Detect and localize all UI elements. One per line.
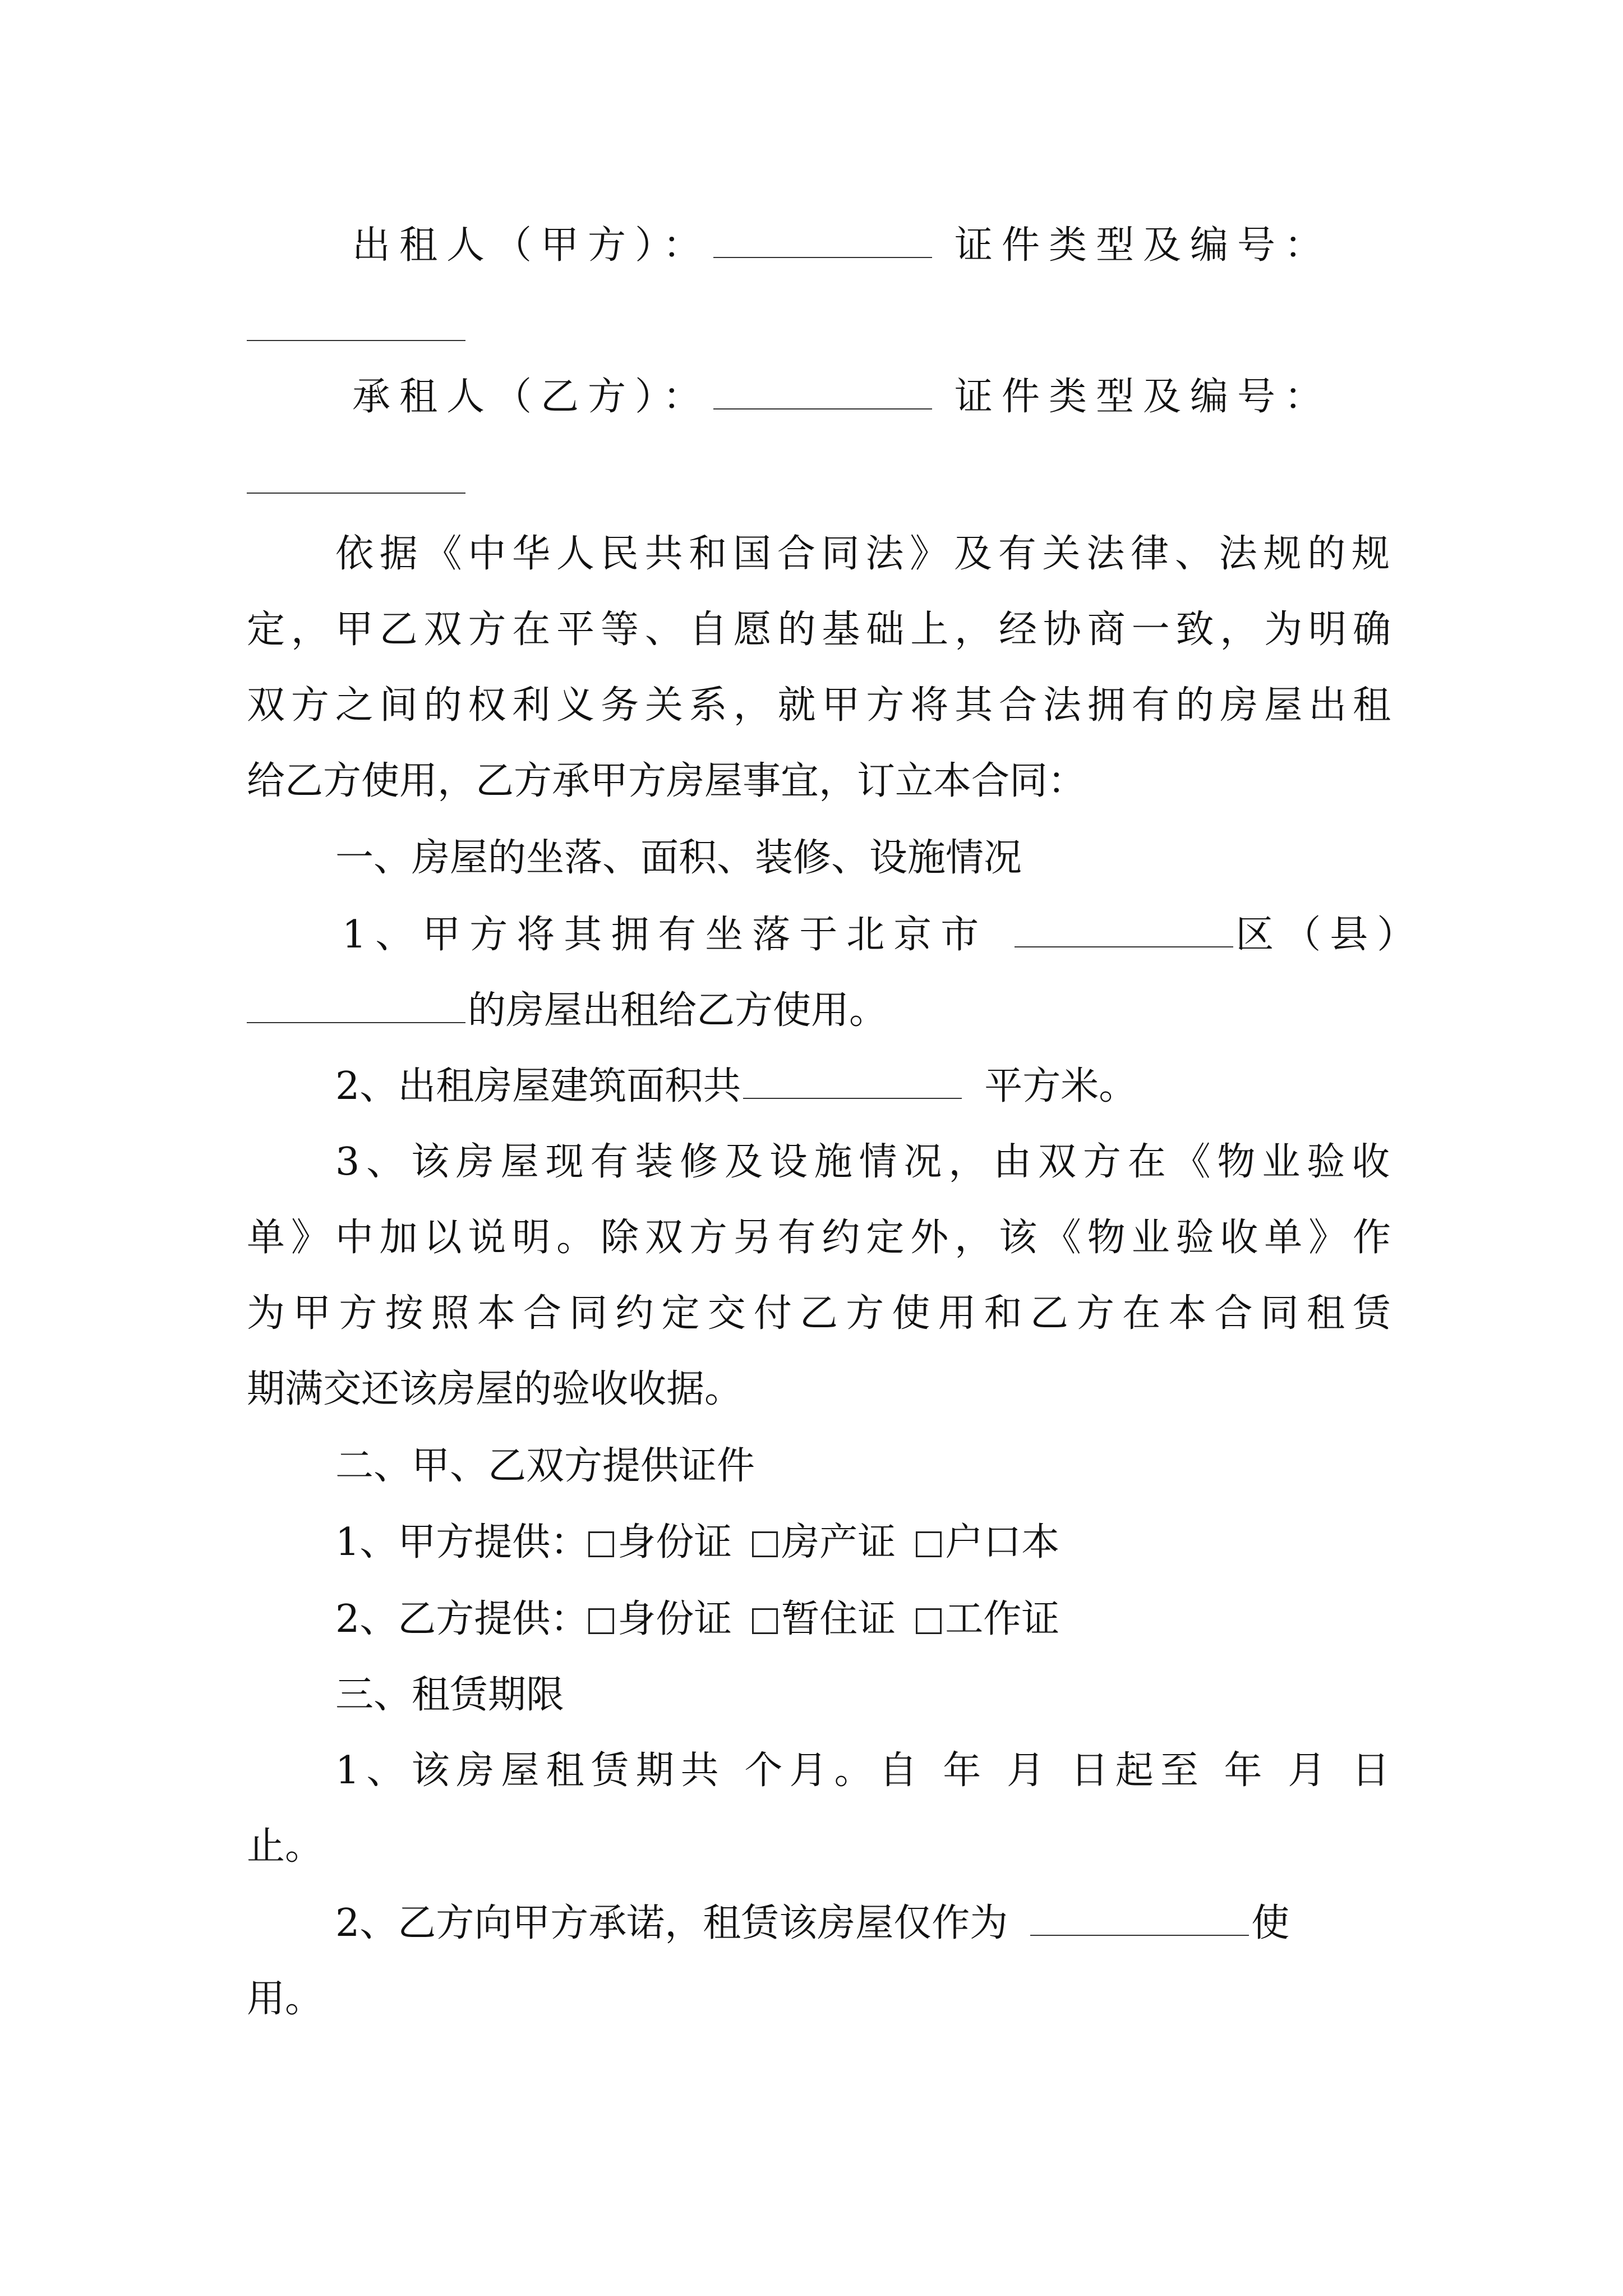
address-blank[interactable] xyxy=(247,991,465,1023)
district-blank[interactable] xyxy=(1015,915,1233,947)
section-3-heading: 三、租赁期限 xyxy=(335,1673,565,1717)
section-2-heading: 二、甲、乙双方提供证件 xyxy=(335,1444,755,1488)
party-a-property-cert-label: 房产证 xyxy=(781,1520,896,1565)
usage-blank[interactable] xyxy=(1030,1903,1249,1936)
section-3-item-2-prefix: 2、乙方向甲方承诺，租赁该房屋仅作为 xyxy=(335,1901,1008,1945)
party-a-line xyxy=(352,223,1395,268)
preamble-line-2: 定，甲乙双方在平等、自愿的基础上，经协商一致，为明确 xyxy=(247,608,1391,652)
section-1-item-2-prefix: 2、出租房屋建筑面积共 xyxy=(335,1064,741,1108)
section-1-item-2-suffix: 平方米。 xyxy=(984,1064,1137,1108)
party-b-residence-permit-checkbox[interactable] xyxy=(752,1608,778,1634)
section-1-item-1-prefix: 1、甲方将其拥有坐落于北京市 xyxy=(342,913,988,957)
party-a-household-reg-label: 户口本 xyxy=(945,1520,1060,1565)
section-1-item-3-line-3: 为甲方按照本合同约定交付乙方使用和乙方在本合同租赁 xyxy=(247,1291,1391,1336)
section-1-item-3-line-2: 单》中加以说明。除双方另有约定外，该《物业验收单》作 xyxy=(247,1216,1391,1260)
section-1-item-1-district-label: 区（县） xyxy=(1235,913,1424,957)
section-1-heading: 一、房屋的坐落、面积、装修、设施情况 xyxy=(335,836,1022,880)
section-1-item-3-line-4: 期满交还该房屋的验收收据。 xyxy=(247,1367,743,1411)
preamble-line-4: 给乙方使用，乙方承甲方房屋事宜，订立本合同： xyxy=(247,759,1086,803)
party-b-work-permit-checkbox[interactable] xyxy=(916,1608,942,1634)
party-a-name-blank[interactable] xyxy=(713,226,932,258)
party-b-residence-permit-label: 暂住证 xyxy=(781,1597,896,1641)
party-b-label: 承租人（乙方）： xyxy=(352,375,711,419)
section-1-item-1-suffix: 的房屋出租给乙方使用。 xyxy=(468,988,888,1033)
party-b-documents xyxy=(335,1597,1479,1642)
section-1-item-1-cont xyxy=(247,988,1391,1033)
party-a-id-card-label: 身份证 xyxy=(617,1520,732,1565)
preamble-line-1: 依据《中华人民共和国合同法》及有关法律、法规的规 xyxy=(335,532,1390,576)
party-a-household-reg-checkbox[interactable] xyxy=(916,1531,942,1557)
section-3-item-1-line-1: 1、该房屋租赁期共 个月。自 年 月 日起至 年 月 日 xyxy=(335,1749,1390,1793)
party-a-id-label: 证件类型及编号： xyxy=(955,223,1332,268)
party-a-id-card-checkbox[interactable] xyxy=(588,1531,614,1557)
section-3-item-2-suffix: 使 xyxy=(1251,1901,1290,1945)
party-a-documents xyxy=(335,1520,1479,1565)
party-b-name-blank[interactable] xyxy=(713,377,932,409)
party-b-documents-label: 2、乙方提供： xyxy=(335,1597,589,1641)
party-b-work-permit-label: 工作证 xyxy=(945,1597,1060,1641)
party-b-id-blank[interactable] xyxy=(247,461,465,494)
party-b-id-card-label: 身份证 xyxy=(617,1597,732,1641)
section-1-item-1 xyxy=(342,913,1424,958)
party-a-documents-label: 1、甲方提供： xyxy=(335,1520,589,1565)
section-1-item-2 xyxy=(335,1064,1479,1109)
section-1-item-3-line-1: 3、该房屋现有装修及设施情况，由双方在《物业验收 xyxy=(335,1140,1390,1184)
area-blank[interactable] xyxy=(743,1066,962,1099)
party-b-id-card-checkbox[interactable] xyxy=(588,1608,614,1634)
section-3-item-2 xyxy=(335,1901,1390,1946)
party-a-id-blank[interactable] xyxy=(247,309,465,341)
party-a-property-cert-checkbox[interactable] xyxy=(752,1531,778,1557)
section-3-item-2-line-2: 用。 xyxy=(247,1977,324,2021)
preamble-line-3: 双方之间的权利义务关系，就甲方将其合法拥有的房屋出租 xyxy=(247,683,1391,728)
section-3-item-1-line-2: 止。 xyxy=(247,1824,324,1869)
party-b-id-label: 证件类型及编号： xyxy=(955,375,1332,419)
party-a-label: 出租人（甲方）： xyxy=(352,223,711,268)
party-b-line xyxy=(352,375,1395,420)
